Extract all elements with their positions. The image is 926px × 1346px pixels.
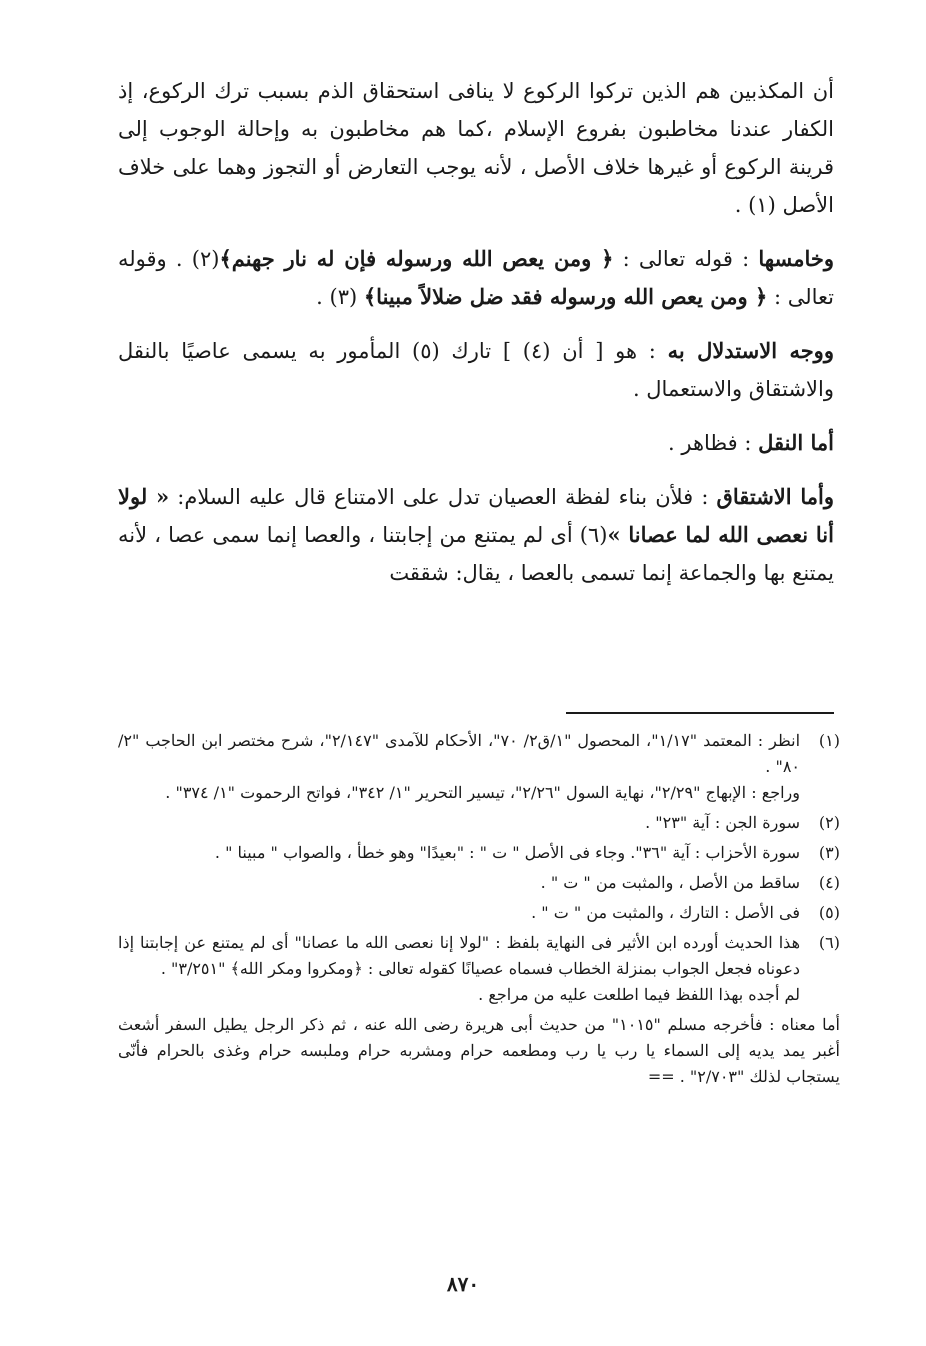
footnote-line: لم أجده بهذا اللفظ فيما اطلعت عليه من مراجع .: [478, 985, 800, 1004]
footnote-number: (١): [818, 731, 840, 750]
paragraph-1: أن المكذبين هم الذين تركوا الركوع لا ينافى استحقاق الذم بسبب ترك الركوع، إذ الكفار عندنا مخاطبون بفروع الإسلام ،كما هم مخاطبون به وإحالة الوجوب إلى قرينة الركوع أو غيرها خلاف الأصل ، لأنه يوجب التعارض أو التجوز وهما على خلاف الأصل (١) .: [118, 79, 834, 217]
paragraph-2-text-a: : قوله تعالى :: [613, 247, 759, 271]
footnote-number: (٦): [818, 933, 840, 952]
footnote: [118, 728, 840, 806]
hadith-quote: « لولا أنا نعصى الله لما عصانا »: [118, 484, 834, 547]
footnote-line: سورة الأحزاب : آية "٣٦". وجاء فى الأصل " ت " : "بعيدًا" وهو خطأ ، والصواب " مبينا " .: [214, 843, 800, 862]
footnote: [118, 930, 840, 1008]
paragraph-4-lead: أما النقل: [758, 430, 834, 455]
footnote-line: فى الأصل : التارك ، والمثبت من " ت " .: [531, 903, 800, 922]
footnote-line: هذا الحديث أورده ابن الأثير فى النهاية بلفظ : "لولا إنا نعصى الله ما عصانا" أى لم يمتنع عن إجابتنا إذا دعوناه فجعل الجواب بمنزلة الخطاب فسماه عصيانًا كقوله تعالى : ﴿ومكروا ومكر الله﴾ "٣/٢٥١" .: [118, 933, 801, 978]
paragraph-3: [118, 332, 834, 408]
footnote-line: سورة الجن : آية "٢٣" .: [645, 813, 800, 832]
footnote-separator: [566, 712, 834, 714]
footnote-continuation: أما معناه : فأخرجه مسلم "١٠١٥" من حديث أبى هريرة رضى الله عنه ، ثم ذكر الرجل يطيل السفر أشعث أغبر يمد يديه إلى السماء يا رب يا رب ومطعمه حرام ومشربه حرام وملبسه حرام وغذى بالحرام فأنّى يستجاب لذلك "٢/٧٠٣" . ==: [118, 1015, 840, 1086]
quran-quote-1: ﴿ ومن يعص الله ورسوله فإن له نار جهنم﴾: [219, 246, 614, 271]
footnote: [118, 840, 840, 866]
paragraph-4: [118, 424, 834, 462]
paragraph-5-text-a: : فلأن بناء لفظة العصيان تدل على الامتناع قال عليه السلام:: [169, 485, 717, 509]
paragraph-5-lead: وأما الاشتقاق: [716, 484, 834, 509]
paragraph-2-text-b: (٢) . وقوله تعالى :: [118, 247, 834, 309]
footnote-number: (٤): [818, 873, 840, 892]
paragraph-4-text: : فظاهر .: [668, 431, 759, 455]
footnote: [118, 900, 840, 926]
footnote-number: (٢): [818, 813, 840, 832]
footnote: [118, 870, 840, 896]
paragraph-3-lead: ووجه الاستدلال به: [667, 338, 834, 363]
quran-quote-2: ﴿ ومن يعص الله ورسوله فقد ضل ضلالاً مبينا﴾: [363, 284, 768, 309]
paragraph-5: [118, 478, 834, 592]
footnote-line: انظر : المعتمد "١/١٧"، المحصول "١/ق٢/ ٧٠"، الأحكام للآمدى "٢/١٤٧"، شرح مختصر ابن الحاجب "٢/ ٨٠" .: [118, 731, 801, 776]
paragraph-5-text-b: (٦) أى لم يمتنع من إجابتنا ، والعصا إنما سمى عصا ، لأنه يمتنع بها والجماعة إنما تسمى بالعصا ، يقال: شققت: [118, 523, 834, 585]
footnote: [118, 810, 840, 836]
main-text: [118, 72, 834, 602]
footnote-number: (٥): [818, 903, 840, 922]
footnote-line: ساقط من الأصل ، والمثبت من " ت " .: [540, 873, 800, 892]
footnote-line: وراجع : الإبهاج "٢/٢٩"، نهاية السول "٢/٢٦"، تيسير التحرير "١/ ٣٤٢"، فواتح الرحموت "١/ ٣٧٤" .: [165, 783, 800, 802]
footnotes: [118, 728, 840, 1090]
paragraph-2-lead: وخامسها: [758, 246, 834, 271]
paragraph-2: [118, 240, 834, 316]
paragraph-2-text-c: (٣) .: [316, 285, 364, 309]
page-number: ٨٧٠: [446, 1272, 480, 1296]
footnote-number: (٣): [818, 843, 840, 862]
paragraph-3-text: : هو [ أن (٤) ] تارك (٥) المأمور به يسمى عاصيًا بالنقل والاشتقاق والاستعمال .: [118, 339, 834, 401]
